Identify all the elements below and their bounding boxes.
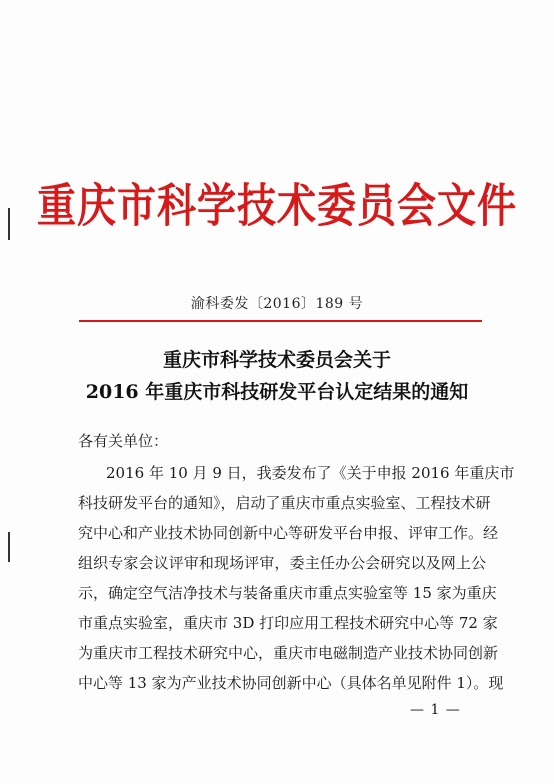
body-text-line: 为重庆市工程技术研究中心，重庆市电磁制造产业技术协同创新 xyxy=(78,644,499,662)
document-number: 渝科委发〔2016〕189 号 xyxy=(190,296,364,312)
body-text-line: 科技研发平台的通知》，启动了重庆市重点实验室、工程技术研 xyxy=(78,494,491,512)
body-text-line: 组织专家会议评审和现场评审，委主任办公会研究以及网上公 xyxy=(78,554,486,572)
addressee: 各有关单位： xyxy=(78,432,169,450)
binding-mark xyxy=(8,532,10,562)
document-header-title: 重庆市科学技术委员会文件 xyxy=(36,178,517,234)
body-text-line: 市重点实验室，重庆市 3D 打印应用工程技术研究中心等 72 家 xyxy=(78,614,498,632)
body-text-line: 中心等 13 家为产业技术协同创新中心（具体名单见附件 1）。现 xyxy=(78,674,504,692)
notice-title-line-2: 2016 年重庆市科技研发平台认定结果的通知 xyxy=(85,381,469,403)
body-text-line: 示，确定空气洁净技术与装备重庆市重点实验室等 15 家为重庆 xyxy=(78,584,497,602)
notice-title-line-1: 重庆市科学技术委员会关于 xyxy=(162,349,391,371)
page-number: — 1 — xyxy=(410,702,461,718)
body-text-line: 究中心和产业技术协同创新中心等研发平台申报、评审工作。经 xyxy=(78,524,499,542)
red-divider-line xyxy=(79,320,482,322)
body-text-line: 2016 年 10 月 9 日，我委发布了《关于申报 2016 年重庆市 xyxy=(106,464,515,482)
